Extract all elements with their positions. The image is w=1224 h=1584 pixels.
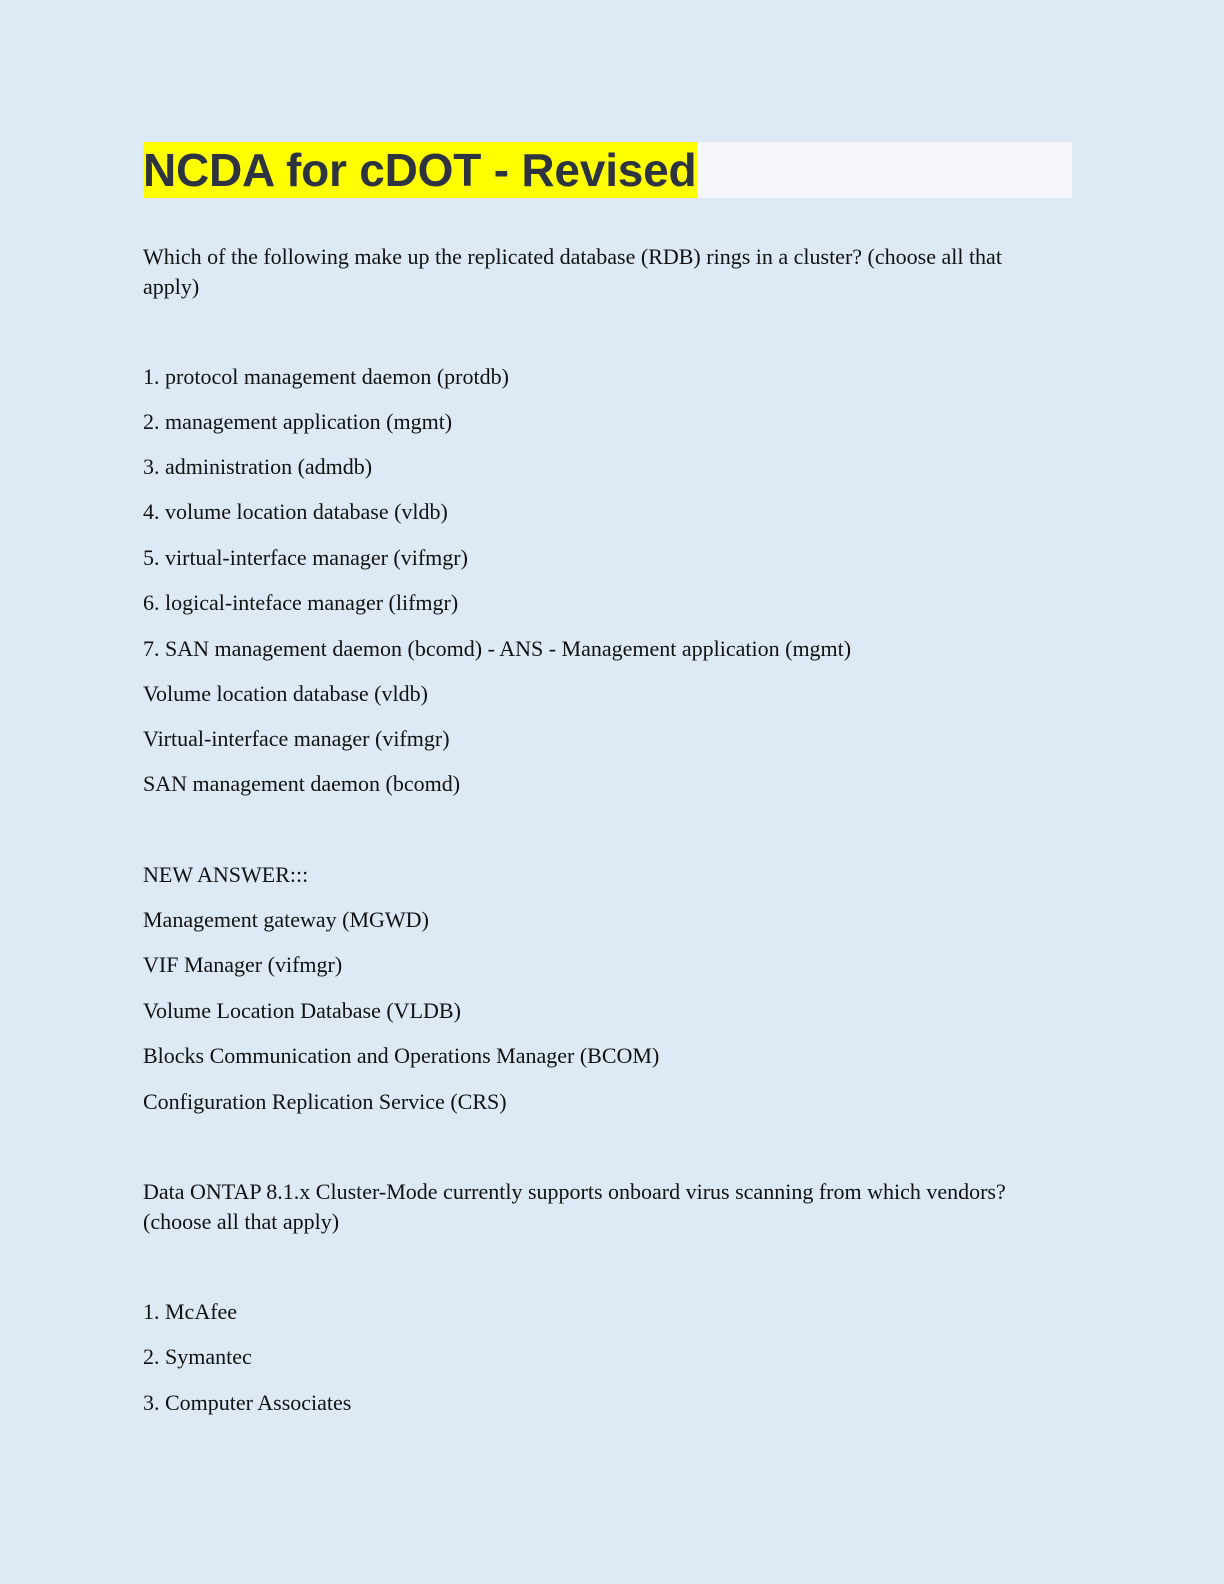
question-1-option: 6. logical-inteface manager (lifmgr) [143,590,459,615]
question-1-option: 2. management application (mgmt) [143,409,453,434]
new-answer-item: Configuration Replication Service (CRS) [143,1089,507,1114]
question-2-option: 1. McAfee [143,1299,238,1324]
new-answer-item: Volume Location Database (VLDB) [143,998,461,1023]
question-2-option: 3. Computer Associates [143,1390,352,1415]
question-1-option: 5. virtual-interface manager (vifmgr) [143,545,468,570]
new-answer-item: VIF Manager (vifmgr) [143,952,343,977]
new-answer-label: NEW ANSWER::: [143,862,309,887]
document-title: NCDA for cDOT - Revised [143,144,697,196]
question-2-option: 2. Symantec [143,1344,252,1369]
question-1-answer: SAN management daemon (bcomd) [143,771,461,796]
title-banner [143,142,1072,198]
new-answer-item: Management gateway (MGWD) [143,907,429,932]
question-1-option: 4. volume location database (vldb) [143,499,448,524]
new-answer-item: Blocks Communication and Operations Manager (BCOM) [143,1043,660,1068]
question-1-answer: Virtual-interface manager (vifmgr) [143,726,450,751]
question-1-answer: Volume location database (vldb) [143,681,428,706]
question-1-option: 7. SAN management daemon (bcomd) - ANS - Management application (mgmt) [143,636,852,661]
question-1-option: 3. administration (admdb) [143,454,373,479]
question-1-prompt: Which of the following make up the replicated database (RDB) rings in a cluster? (choose all that apply) [143,244,1002,299]
question-1-option: 1. protocol management daemon (protdb) [143,364,509,389]
question-2-prompt: Data ONTAP 8.1.x Cluster-Mode currently supports onboard virus scanning from which vendors? (choose all that apply) [143,1179,1006,1234]
